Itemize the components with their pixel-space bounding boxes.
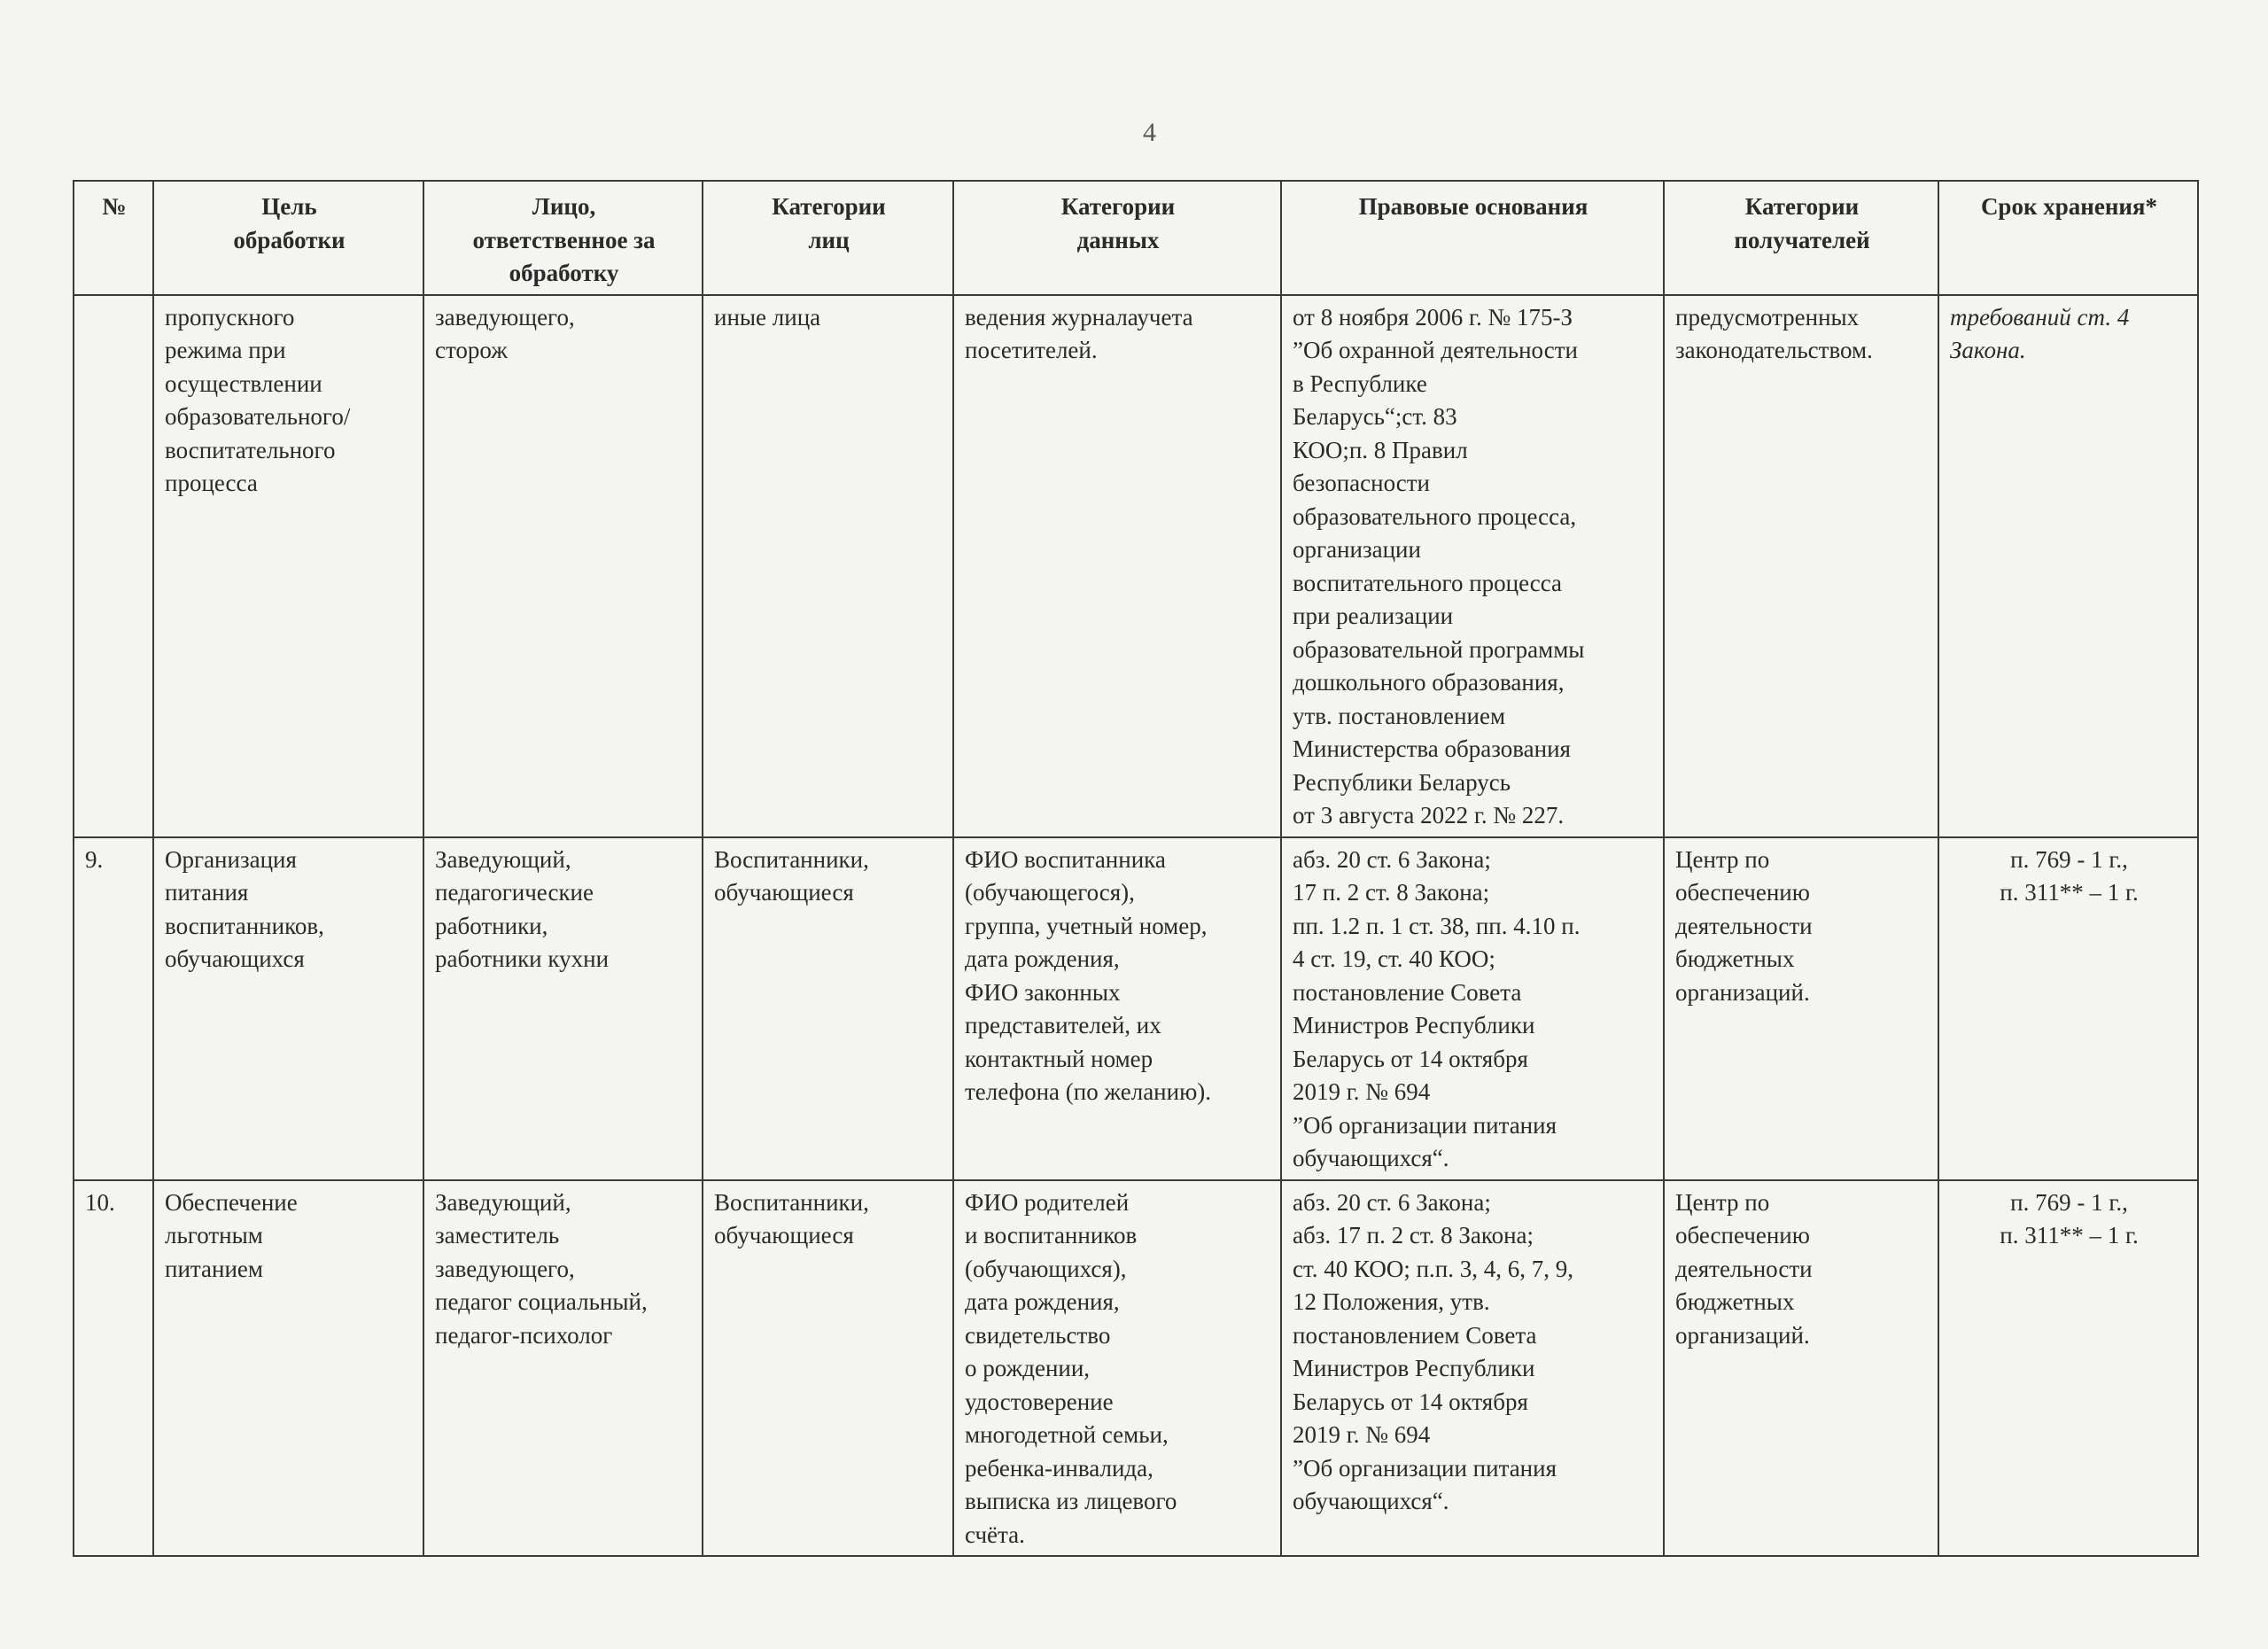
cell-number: 9.: [74, 837, 153, 1180]
cell-data-categories: ФИО воспитанника (обучающегося), группа, учетный номер, дата рождения, ФИО законных представителей, их контактный номер телефона (по желанию).: [953, 837, 1281, 1180]
cell-responsible: Заведующий, педагогические работники, работники кухни: [423, 837, 703, 1180]
header-row: [74, 181, 2198, 295]
cell-responsible: заведующего, сторож: [423, 295, 703, 837]
cell-retention: требований ст. 4 Закона.: [1938, 295, 2198, 837]
cell-legal-basis: от 8 ноября 2006 г. № 175-З ”Об охранной деятельности в Республике Беларусь“;ст. 83 КОО;п. 8 Правил безопасности образовательного процесса, организации воспитательного процесса при реализации образовательной программы дошкольного образования, утв. постановлением Министерства образования Республики Беларусь от 3 августа 2022 г. № 227.: [1281, 295, 1664, 837]
cell-recipients: предусмотренных законодательством.: [1664, 295, 1938, 837]
header-data-categories: Категории данных: [953, 181, 1281, 295]
cell-legal-basis: абз. 20 ст. 6 Закона; 17 п. 2 ст. 8 Закона; пп. 1.2 п. 1 ст. 38, пп. 4.10 п. 4 ст. 19, ст. 40 КОО; постановление Совета Министров Республики Беларусь от 14 октября 2019 г. № 694 ”Об организации питания обучающихся“.: [1281, 837, 1664, 1180]
cell-number: [74, 295, 153, 837]
cell-person-categories: Воспитанники, обучающиеся: [703, 1180, 953, 1557]
cell-person-categories: иные лица: [703, 295, 953, 837]
cell-retention: п. 769 - 1 г., п. 311** – 1 г.: [1938, 1180, 2198, 1557]
cell-recipients: Центр по обеспечению деятельности бюджетных организаций.: [1664, 1180, 1938, 1557]
header-number: №: [74, 181, 153, 295]
cell-purpose: Обеспечение льготным питанием: [153, 1180, 423, 1557]
table-header: [74, 181, 2198, 295]
cell-person-categories: Воспитанники, обучающиеся: [703, 837, 953, 1180]
cell-number: 10.: [74, 1180, 153, 1557]
cell-recipients: Центр по обеспечению деятельности бюджетных организаций.: [1664, 837, 1938, 1180]
cell-purpose: пропускного режима при осуществлении образовательного/ воспитательного процесса: [153, 295, 423, 837]
cell-legal-basis: абз. 20 ст. 6 Закона; абз. 17 п. 2 ст. 8 Закона; ст. 40 КОО; п.п. 3, 4, 6, 7, 9, 12 Положения, утв. постановлением Совета Министров Республики Беларусь от 14 октября 2019 г. № 694 ”Об организации питания обучающихся“.: [1281, 1180, 1664, 1557]
header-recipients: Категории получателей: [1664, 181, 1938, 295]
personal-data-processing-table: [73, 180, 2199, 1557]
table-row: [74, 837, 2198, 1180]
header-responsible: Лицо, ответственное за обработку: [423, 181, 703, 295]
cell-data-categories: ведения журналаучета посетителей.: [953, 295, 1281, 837]
cell-purpose: Организация питания воспитанников, обучающихся: [153, 837, 423, 1180]
cell-data-categories: ФИО родителей и воспитанников (обучающихся), дата рождения, свидетельство о рождении, удостоверение многодетной семьи, ребенка-инвалида, выписка из лицевого счёта.: [953, 1180, 1281, 1557]
table-row: [74, 1180, 2198, 1557]
cell-retention: п. 769 - 1 г., п. 311** – 1 г.: [1938, 837, 2198, 1180]
header-person-categories: Категории лиц: [703, 181, 953, 295]
page-number: 4: [1143, 118, 1156, 147]
header-purpose: Цель обработки: [153, 181, 423, 295]
header-legal-basis: Правовые основания: [1281, 181, 1664, 295]
table-row: [74, 295, 2198, 837]
cell-responsible: Заведующий, заместитель заведующего, педагог социальный, педагог-психолог: [423, 1180, 703, 1557]
header-retention: Срок хранения*: [1938, 181, 2198, 295]
